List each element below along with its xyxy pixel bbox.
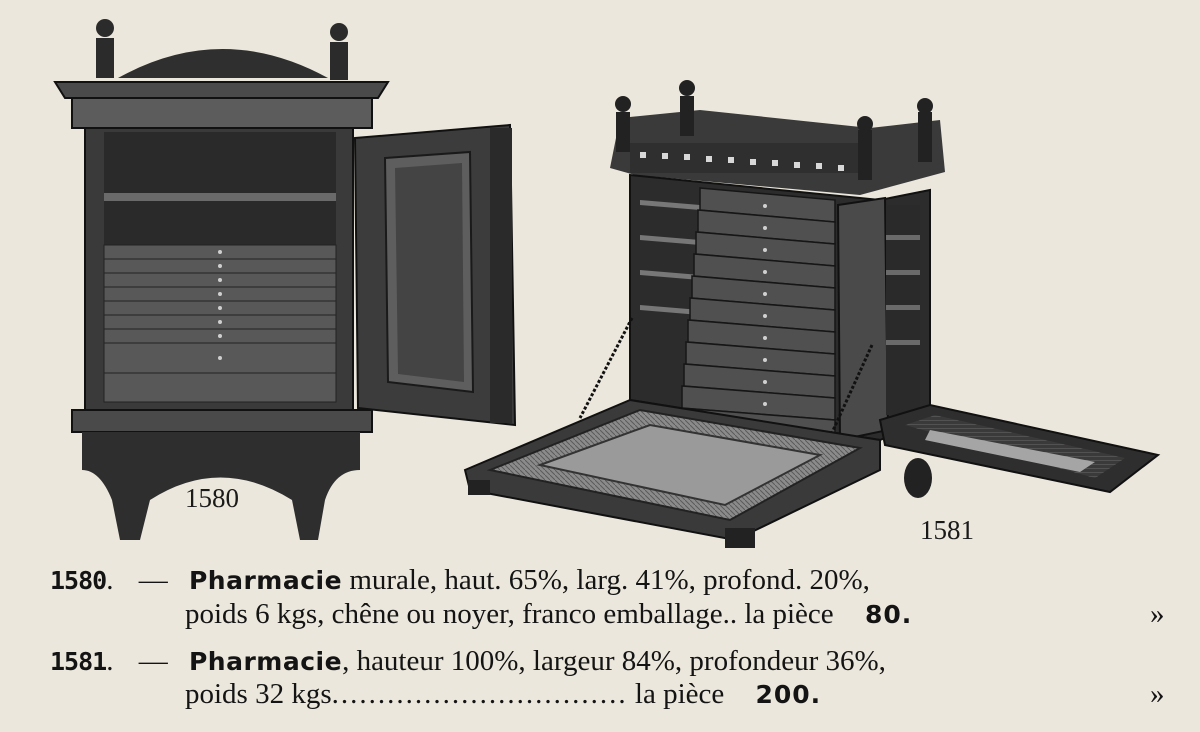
entry-1580-line-2 bbox=[185, 598, 912, 631]
item-number: 1581 bbox=[50, 647, 107, 676]
item-details: poids 32 kgs bbox=[185, 678, 332, 710]
figure-label-1580: 1580 bbox=[185, 483, 239, 513]
item-number-sep: . bbox=[106, 645, 114, 677]
dash: — bbox=[138, 564, 168, 596]
leader-dots: ................................ bbox=[331, 678, 628, 710]
entry-1581-line-1 bbox=[50, 645, 886, 678]
item-number: 1580 bbox=[50, 566, 107, 595]
pharmacy-cabinet-1581-drawing bbox=[465, 80, 1158, 548]
item-unit: la pièce bbox=[634, 678, 725, 710]
ditto-mark: » bbox=[1150, 678, 1165, 710]
entry-1580-line-1 bbox=[50, 564, 870, 597]
item-keyword: Pharmacie bbox=[188, 566, 343, 595]
item-price: 200. bbox=[755, 680, 822, 709]
item-number-sep: . bbox=[106, 564, 114, 596]
dash: — bbox=[138, 645, 168, 677]
wall-cabinet-1580-drawing bbox=[55, 19, 515, 540]
item-keyword: Pharmacie bbox=[188, 647, 343, 676]
item-details: poids 6 kgs, chêne ou noyer, franco emballage.. la pièce bbox=[185, 598, 834, 630]
item-dimensions: , hauteur 100%, largeur 84%, profondeur 36%, bbox=[342, 645, 886, 677]
entry-1581-line-2 bbox=[185, 678, 821, 711]
ditto-mark: » bbox=[1150, 598, 1165, 630]
item-dimensions: murale, haut. 65%, larg. 41%, profond. 20%, bbox=[342, 564, 870, 596]
item-price: 80. bbox=[864, 600, 913, 629]
figure-label-1581: 1581 bbox=[920, 515, 974, 545]
